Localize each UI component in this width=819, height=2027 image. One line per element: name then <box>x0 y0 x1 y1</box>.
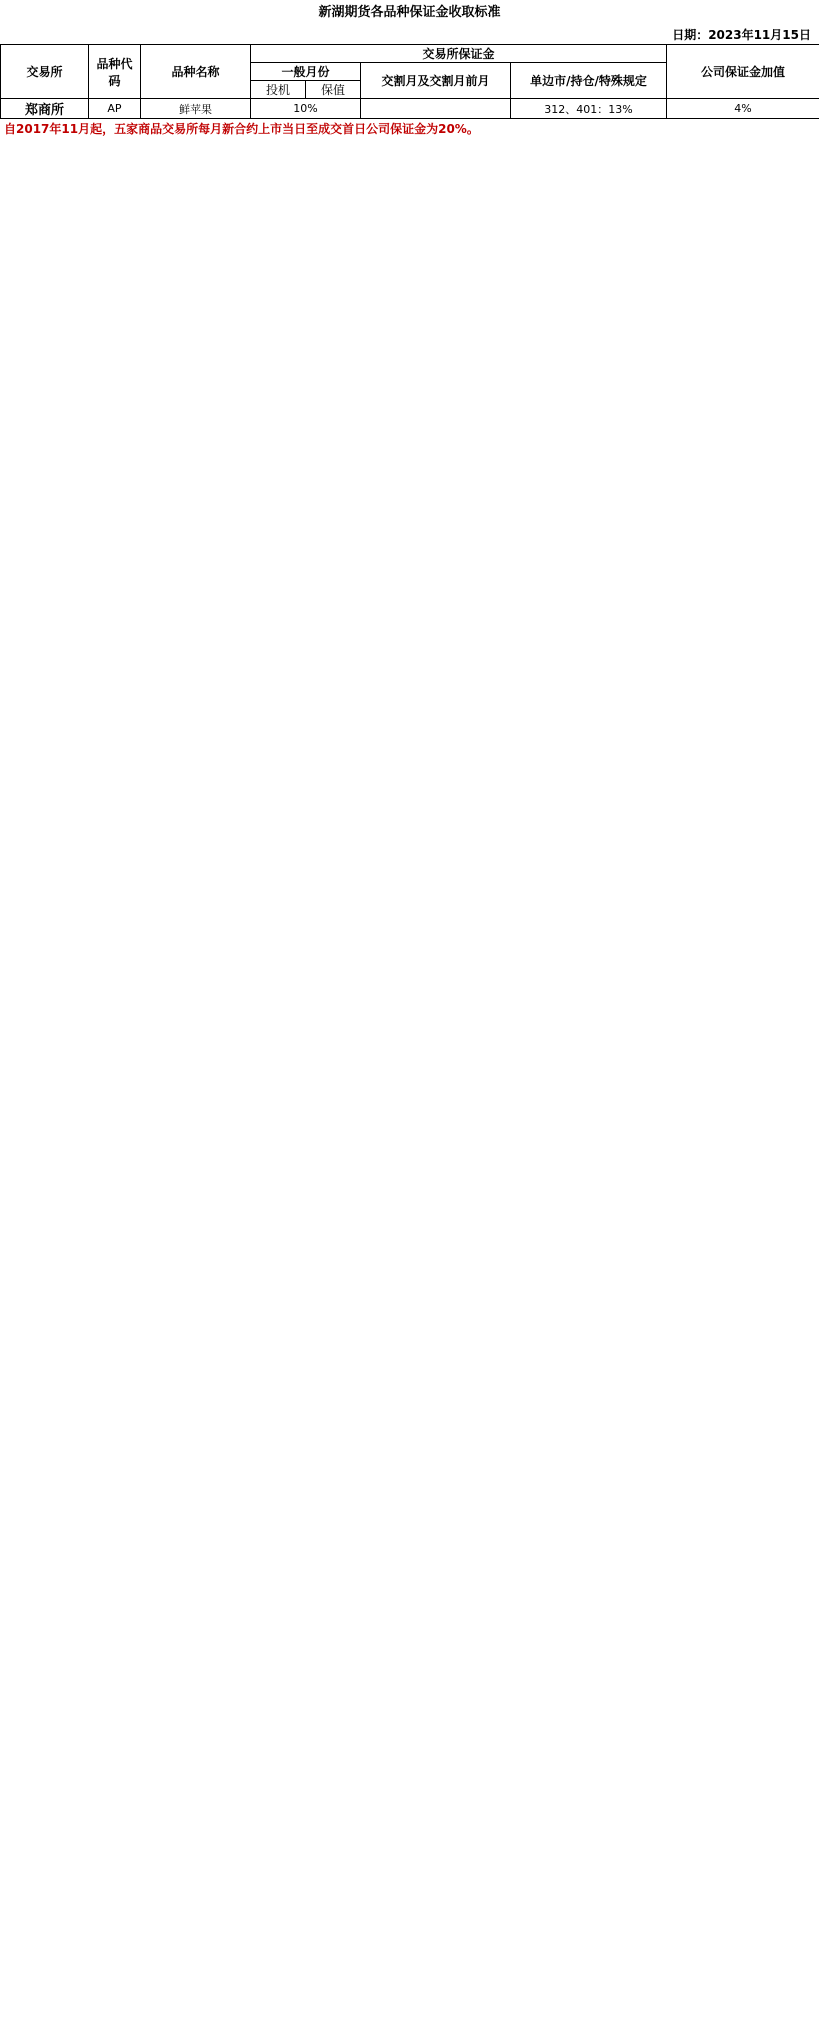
name-cell: 鲜苹果 <box>141 99 251 119</box>
table-row <box>1 99 819 119</box>
delivery-month-cell <box>361 99 511 119</box>
company-add-cell: 4% <box>667 99 819 119</box>
unilateral-cell: 312、401：13% <box>511 99 667 119</box>
page-title: 新湖期货各品种保证金收取标准 <box>318 5 501 20</box>
footer-note: 自2017年11月起，五家商品交易所每月新合约上市当日至成交首日公司保证金为20%。 <box>4 122 479 136</box>
header-exchange: 交易所 <box>1 45 89 99</box>
header-unilateral: 单边市/持仓/特殊规定 <box>511 63 667 99</box>
header-speculation: 投机 <box>251 81 306 99</box>
header-hedge: 保值 <box>306 81 361 99</box>
table-body <box>1 99 819 119</box>
header-name: 品种名称 <box>141 45 251 99</box>
general-month-cell: 10% <box>251 99 361 119</box>
header-company-add: 公司保证金加值 <box>667 45 819 99</box>
exchange-cell: 郑商所 <box>1 99 89 119</box>
date-label: 日期：2023年11月15日 <box>672 28 811 42</box>
margin-table <box>0 44 819 119</box>
header-code: 品种代码 <box>89 45 141 99</box>
header-delivery-month: 交割月及交割月前月 <box>361 63 511 99</box>
code-cell: AP <box>89 99 141 119</box>
page <box>0 0 819 139</box>
header-general-month: 一般月份 <box>251 63 361 81</box>
header-exchange-margin: 交易所保证金 <box>251 45 667 63</box>
